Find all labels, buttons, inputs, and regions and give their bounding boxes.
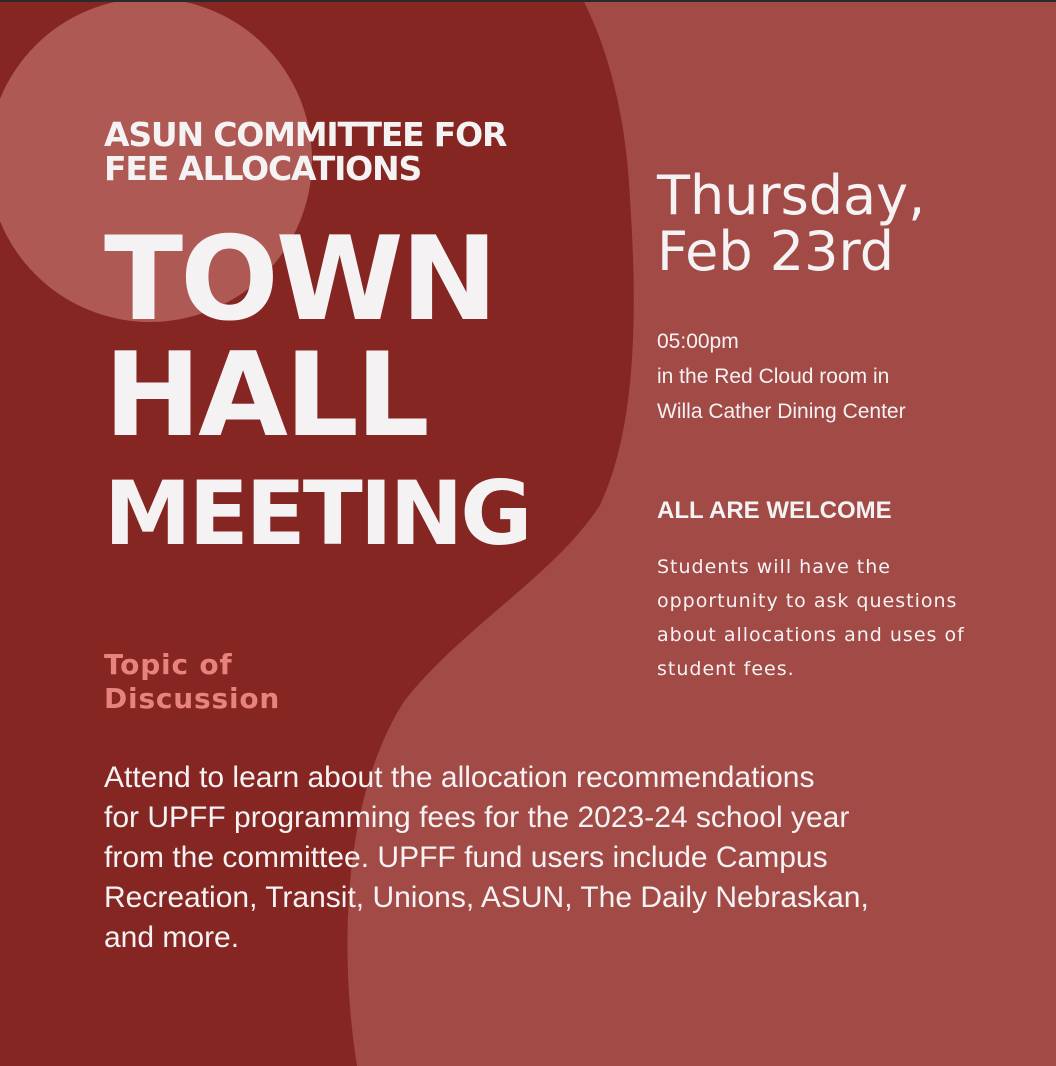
title-town: TOWN bbox=[104, 212, 495, 347]
committee-name: ASUN COMMITTEE FOR FEE ALLOCATIONS bbox=[104, 115, 507, 188]
welcome-heading: ALL ARE WELCOME bbox=[657, 497, 892, 524]
title-meeting: MEETING bbox=[104, 462, 530, 565]
event-time-location: 05:00pm in the Red Cloud room in Willa Cather Dining Center bbox=[657, 330, 906, 423]
event-date: Thursday, Feb 23rd bbox=[657, 164, 926, 283]
title-hall: HALL bbox=[104, 328, 427, 463]
students-note: Students will have the opportunity to ask questions about allocations and uses of student fees. bbox=[657, 556, 965, 680]
topic-heading: Topic of Discussion bbox=[104, 648, 281, 715]
topic-description: Attend to learn about the allocation recommendations for UPFF programming fees for the 2023-24 school year from the committee. UPFF fund users include Campus Recreation, Transit, Unions, ASUN, The Daily Nebraskan, and more. bbox=[104, 761, 869, 954]
top-border bbox=[0, 0, 1056, 2]
